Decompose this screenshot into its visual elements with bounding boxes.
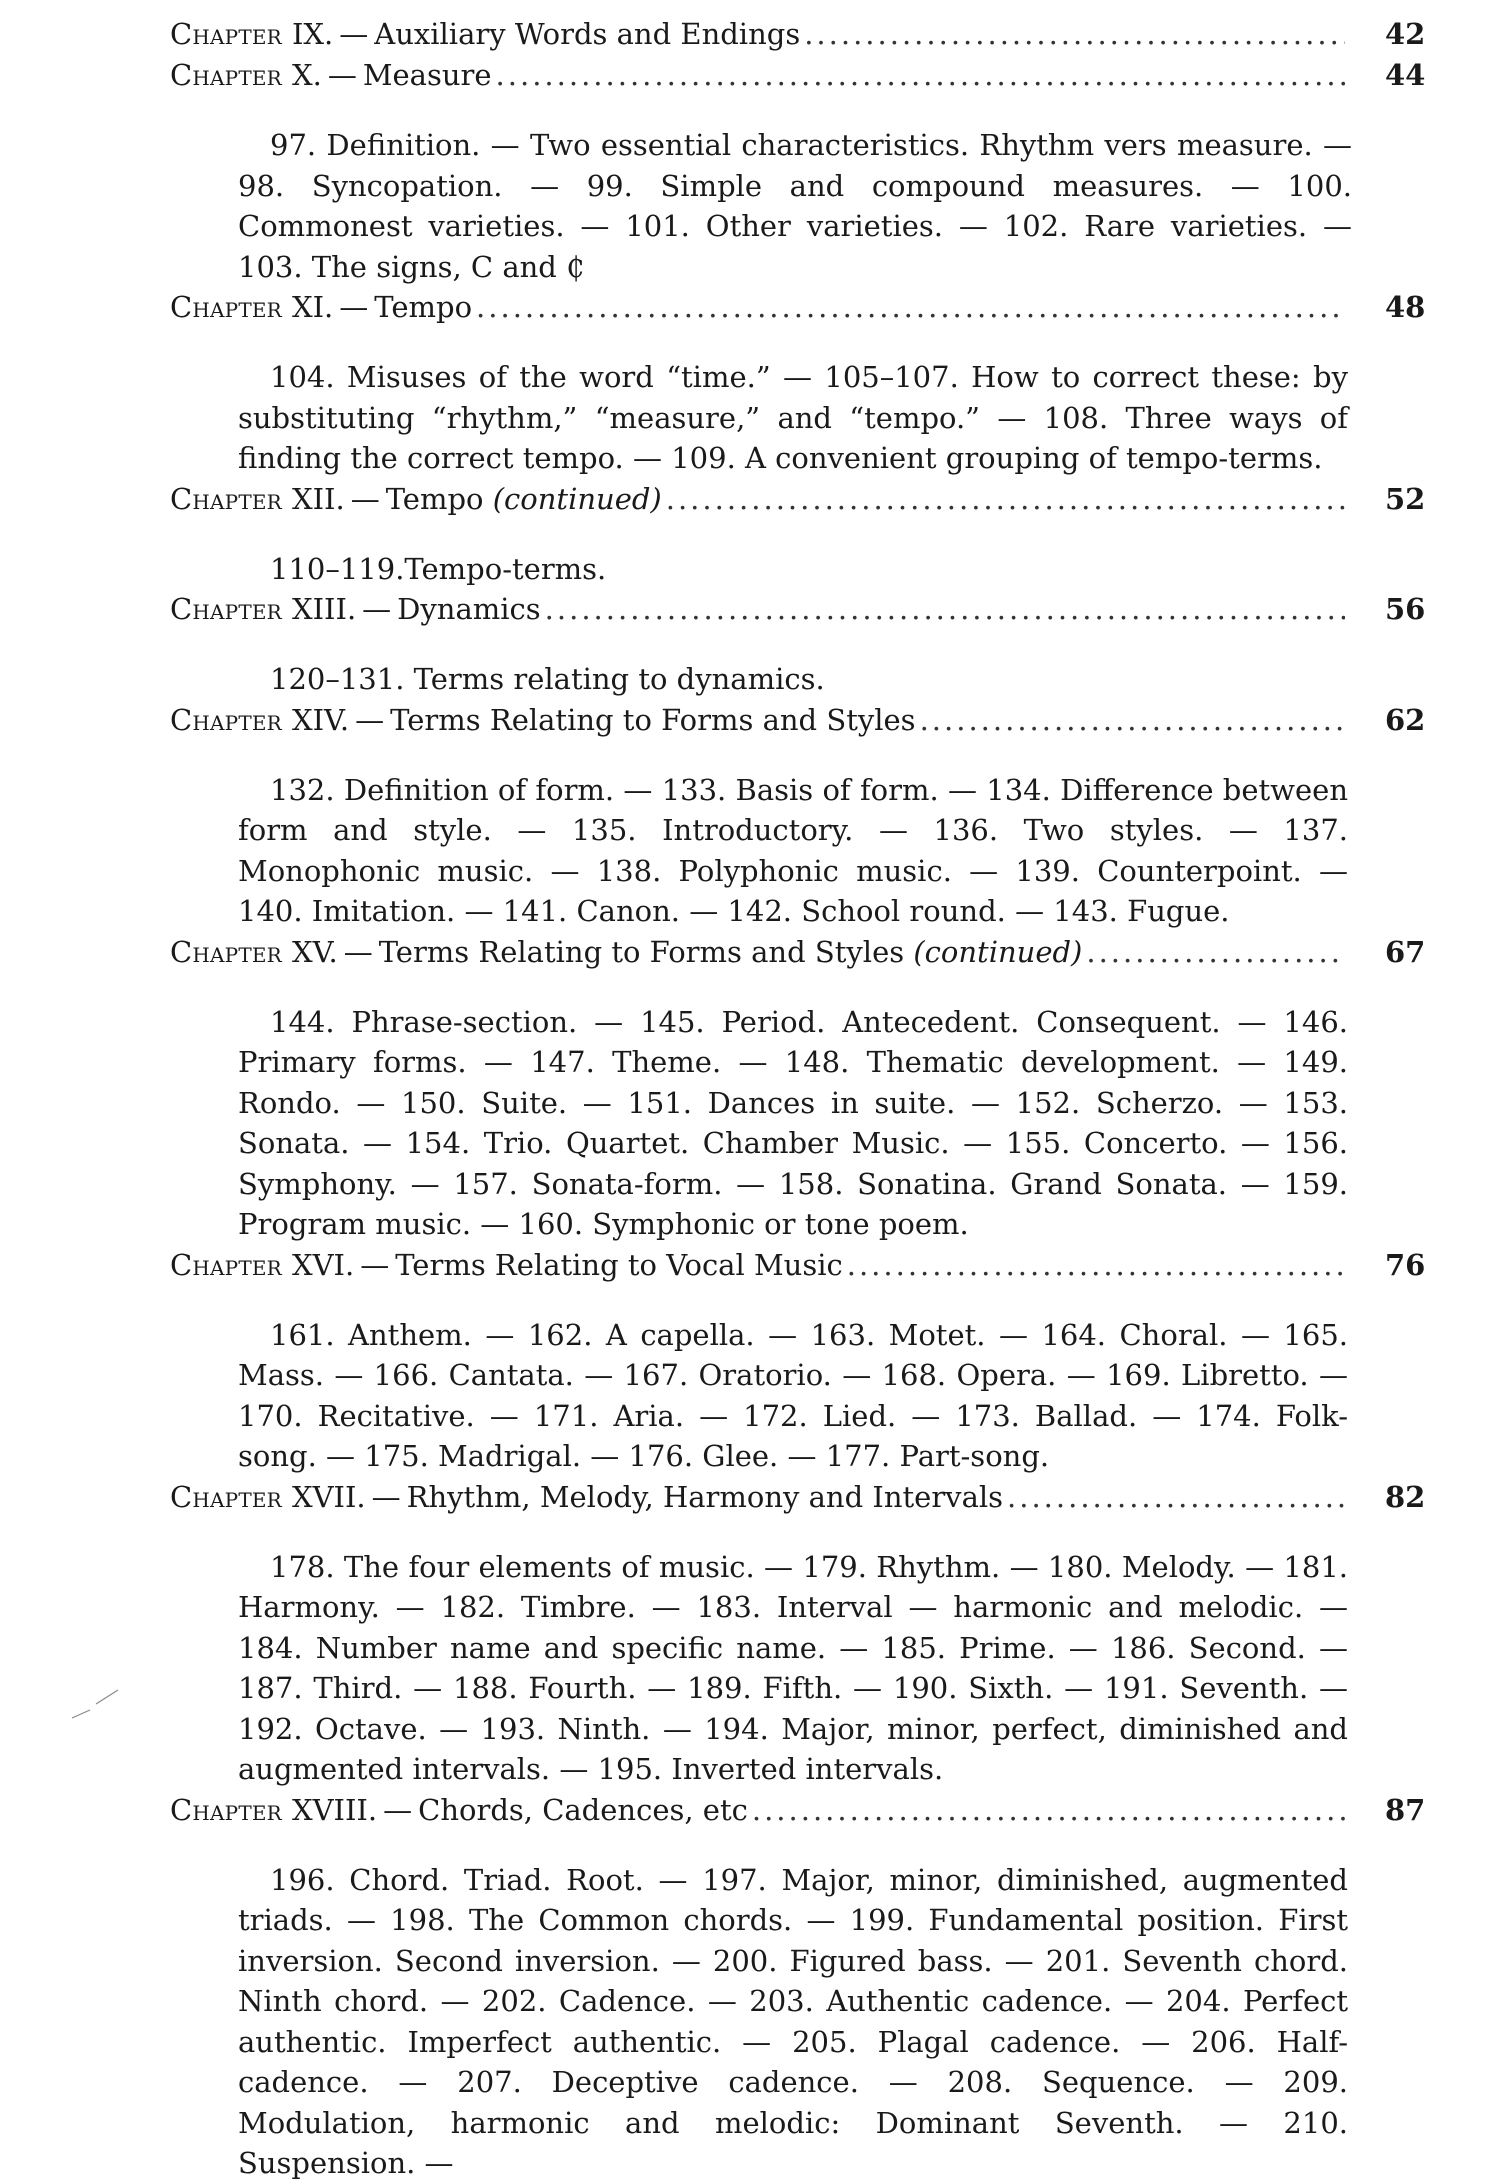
chapter-summary: 132. Definition of form. — 133. Basis of form. — 134. Difference between form and style. — 135. Introductory. — 136. Two styles. — 137. Monophonic music. — 138. Polyphonic music. — 139. Counterpoint. — 140. Imitation. — 141. Canon. — 142. School round. — 143. Fugue. [238, 772, 1348, 928]
chapter-label: Chapter [170, 934, 282, 969]
chapter-summary: 196. Chord. Triad. Root. — 197. Major, minor, diminished, augmented triads. — 198. The Common chords. — 199. Fundamental position. First inversion. Second inversion. — 200. Figured bass. — 201. Seventh chord. Ninth chord. — 202. Cadence. — 203. Authentic cadence. — 204. Perfect authentic. Imperfect authentic. — 205. Plagal cadence. — 206. Half-cadence. — 207. Deceptive cadence. — 208. Sequence. — 209. Modulation, harmonic and melodic: Dominant Seventh. — 210. Suspension. — [238, 1862, 1348, 2180]
chapter-summary: 144. Phrase-section. — 145. Period. Antecedent. Consequent. — 146. Primary forms. — 147. Theme. — 148. Thematic development. — 149. Rondo. — 150. Suite. — 151. Dances in suite. — 152. Scherzo. — 153. Sonata. — 154. Trio. Quartet. Chamber Music. — 155. Concerto. — 156. Symphony. — 157. Sonata-form. — 158. Sonatina. Grand Sonata. — 159. Program music. — 160. Symphonic or tone poem. [238, 1004, 1348, 1241]
separator-dash: — [339, 290, 369, 324]
dot-leader [545, 589, 1345, 630]
chapter-heading [170, 1245, 1425, 1286]
separator-dash: — [327, 58, 357, 92]
chapter-entry-xiv [170, 700, 1425, 932]
chapter-label: Chapter [170, 58, 282, 92]
separator-dash: — [362, 592, 392, 626]
page-number: 42 [1385, 17, 1426, 51]
chapter-summary: 120–131. Terms relating to dynamics. [270, 662, 825, 696]
chapter-entry-xvii [170, 1477, 1425, 1790]
chapter-entry-xv [170, 932, 1425, 1245]
chapter-title: Rhythm, Melody, Harmony and Intervals [406, 1479, 1004, 1514]
page-number: 76 [1385, 1247, 1426, 1282]
dot-leader [847, 1245, 1345, 1286]
separator-dash: — [350, 481, 380, 516]
chapter-heading [170, 479, 1425, 520]
chapter-entry-x [170, 55, 1425, 287]
separator-dash: — [355, 702, 385, 737]
chapter-number: X. [291, 58, 322, 92]
table-of-contents [170, 14, 1425, 2184]
chapter-heading [170, 700, 1425, 741]
chapter-number: XVIII. [291, 1792, 378, 1827]
chapter-label: Chapter [170, 592, 282, 626]
chapter-heading [170, 1477, 1425, 1518]
page-number: 52 [1385, 481, 1426, 516]
chapter-entry-xviii [170, 1790, 1425, 2184]
chapter-title: Auxiliary Words and Endings [374, 17, 801, 51]
chapter-title: Tempo [374, 290, 473, 324]
dot-leader [804, 14, 1345, 55]
chapter-label: Chapter [170, 1247, 282, 1282]
chapter-title: Measure [362, 58, 492, 92]
page-number: 44 [1385, 58, 1426, 92]
separator-dash: — [360, 1247, 390, 1282]
chapter-title: Chords, Cadences, etc [418, 1792, 748, 1827]
separator-dash: — [371, 1479, 401, 1514]
chapter-entry-ix [170, 14, 1425, 55]
dot-leader [920, 700, 1345, 741]
page-number: 82 [1385, 1479, 1426, 1514]
chapter-title: Dynamics [397, 592, 541, 626]
chapter-heading [170, 1790, 1425, 1831]
chapter-heading [170, 55, 1425, 96]
page-number: 56 [1385, 592, 1426, 626]
chapter-title: Terms Relating to Forms and Styles (continued) [378, 934, 1083, 969]
dot-leader [666, 479, 1345, 520]
chapter-label: Chapter [170, 481, 282, 516]
chapter-entry-xii [170, 479, 1425, 590]
chapter-label: Chapter [170, 702, 282, 737]
chapter-number: XVII. [291, 1479, 366, 1514]
chapter-number: XI. [291, 290, 334, 324]
chapter-title: Tempo (continued) [385, 481, 662, 516]
chapter-summary: 110–119.Tempo-terms. [270, 551, 607, 586]
chapter-heading [170, 932, 1425, 973]
chapter-label: Chapter [170, 290, 282, 324]
chapter-heading [170, 287, 1425, 328]
chapter-number: XV. [291, 934, 338, 969]
page-number: 48 [1385, 290, 1426, 324]
separator-dash: — [383, 1792, 413, 1827]
dot-leader [1086, 932, 1345, 973]
chapter-title: Terms Relating to Vocal Music [395, 1247, 843, 1282]
chapter-label: Chapter [170, 1792, 282, 1827]
chapter-number: XIV. [291, 702, 350, 737]
chapter-summary: 104. Misuses of the word “time.” — 105–107. How to correct these: by substituting “rhythm,” “measure,” and “tempo.” — 108. Three ways of finding the correct tempo. — 109. A convenient grouping of tempo-terms. [238, 360, 1348, 475]
dot-leader [752, 1790, 1345, 1831]
chapter-number: XVI. [291, 1247, 355, 1282]
chapter-entry-xvi [170, 1245, 1425, 1477]
dot-leader [476, 287, 1345, 328]
separator-dash: — [339, 17, 369, 51]
chapter-heading [170, 589, 1425, 630]
chapter-heading [170, 14, 1425, 55]
chapter-label: Chapter [170, 17, 282, 51]
dot-leader [1007, 1477, 1345, 1518]
page-number: 87 [1385, 1792, 1426, 1827]
page-number: 67 [1385, 934, 1426, 969]
chapter-number: IX. [291, 17, 334, 51]
chapter-summary: 97. Definition. — Two essential characteristics. Rhythm vers measure. — 98. Syncopation. — 99. Simple and compound measures. — 100. Commonest varieties. — 101. Other varieties. — 102. Rare varieties. — 103. The signs, C and ₵ [238, 128, 1352, 284]
chapter-summary: 178. The four elements of music. — 179. Rhythm. — 180. Melody. — 181. Harmony. — 182. Timbre. — 183. Interval — harmonic and melodic. — 184. Number name and specific name. — 185. Prime. — 186. Second. — 187. Third. — 188. Fourth. — 189. Fifth. — 190. Sixth. — 191. Seventh. — 192. Octave. — 193. Ninth. — 194. Major, minor, perfect, diminished and augmented intervals. — 195. Inverted intervals. [238, 1549, 1348, 1786]
chapter-number: XII. [291, 481, 345, 516]
page-number: 62 [1385, 702, 1426, 737]
chapter-label: Chapter [170, 1479, 282, 1514]
chapter-entry-xi [170, 287, 1425, 479]
chapter-number: XIII. [291, 592, 357, 626]
stray-pencil-mark [68, 1684, 128, 1724]
chapter-title: Terms Relating to Forms and Styles [390, 702, 916, 737]
chapter-summary: 161. Anthem. — 162. A capella. — 163. Motet. — 164. Choral. — 165. Mass. — 166. Cantata. — 167. Oratorio. — 168. Opera. — 169. Libretto. — 170. Recitative. — 171. Aria. — 172. Lied. — 173. Ballad. — 174. Folk-song. — 175. Madrigal. — 176. Glee. — 177. Part-song. [238, 1317, 1348, 1473]
separator-dash: — [343, 934, 373, 969]
dot-leader [496, 55, 1345, 96]
chapter-entry-xiii [170, 589, 1425, 700]
